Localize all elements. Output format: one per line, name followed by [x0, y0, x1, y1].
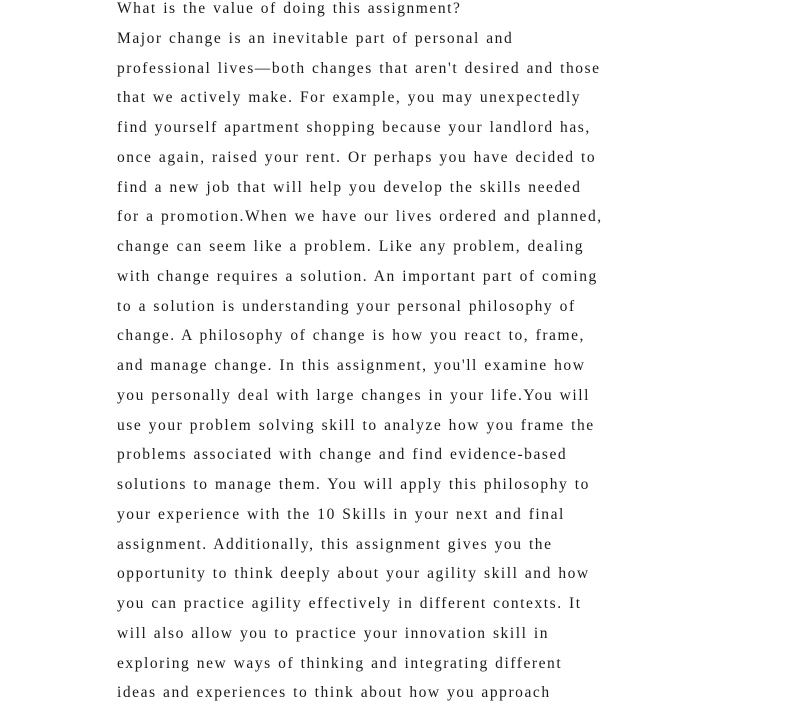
body-line: ideas and experiences to think about how you approach	[117, 684, 551, 702]
body-line: once again, raised your rent. Or perhaps you have decided to	[117, 148, 597, 166]
body-line: professional lives—both changes that aren't desired and those	[117, 59, 601, 77]
body-line: and manage change. In this assignment, you'll examine how	[117, 357, 586, 374]
body-line: will also allow you to practice your innovation skill in	[117, 624, 550, 642]
heading-question: What is the value of doing this assignment?	[117, 0, 462, 17]
body-line: you can practice agility effectively in different contexts. It	[117, 595, 582, 612]
body-line: find a new job that will help you develop the skills needed	[117, 178, 582, 196]
body-line: your experience with the 10 Skills in your next and final	[117, 505, 565, 523]
document-body	[117, 0, 717, 708]
body-line: Major change is an inevitable part of personal and	[117, 29, 514, 47]
body-line: you personally deal with large changes in your life.You will	[117, 386, 590, 404]
body-line: problems associated with change and find evidence-based	[117, 446, 568, 464]
body-line: assignment. Additionally, this assignment gives you the	[117, 535, 553, 553]
body-line: that we actively make. For example, you may unexpectedly	[117, 89, 582, 107]
body-line: with change requires a solution. An important part of coming	[117, 267, 598, 285]
body-line: change can seem like a problem. Like any problem, dealing	[117, 238, 585, 255]
body-line: use your problem solving skill to analyze how you frame the	[117, 416, 595, 434]
body-line: opportunity to think deeply about your agility skill and how	[117, 565, 590, 583]
body-line: exploring new ways of thinking and integrating different	[117, 654, 563, 672]
body-line: solutions to manage them. You will apply this philosophy to	[117, 476, 590, 493]
body-line: for a promotion.When we have our lives ordered and planned,	[117, 208, 603, 226]
body-line: change. A philosophy of change is how you react to, frame,	[117, 327, 585, 345]
body-line: to a solution is understanding your personal philosophy of	[117, 297, 576, 315]
body-line: find yourself apartment shopping because your landlord has,	[117, 119, 591, 136]
